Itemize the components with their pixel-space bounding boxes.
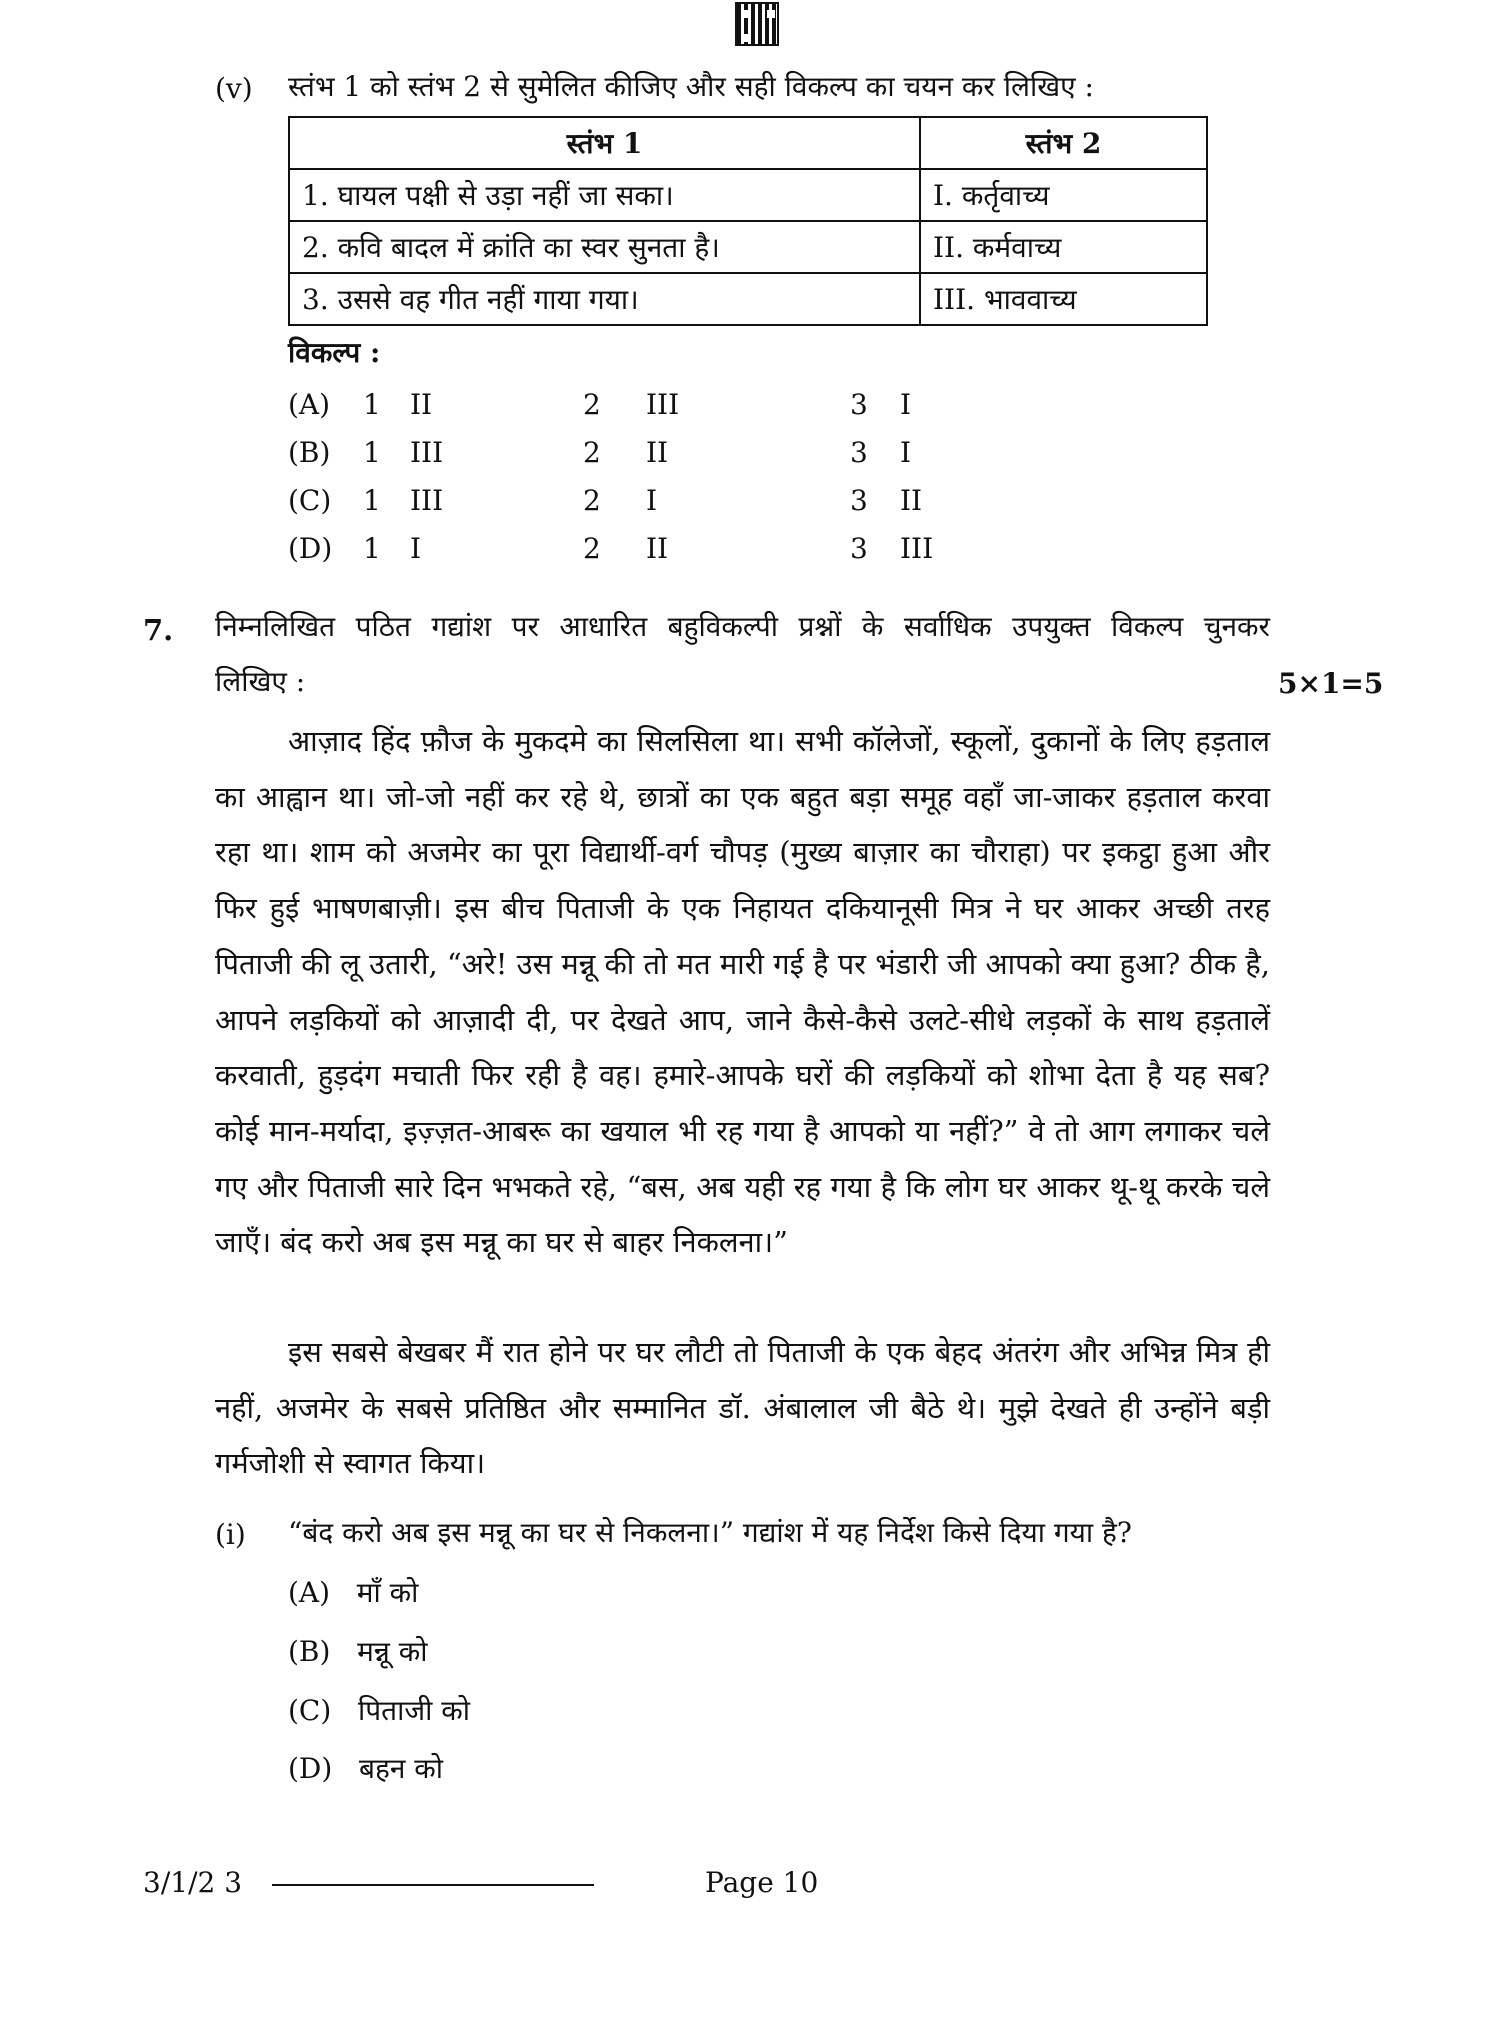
option-value: 1 <box>363 436 381 469</box>
question-instruction-line1: निम्नलिखित पठित गद्यांश पर आधारित बहुविकल्पी प्रश्नों के सर्वाधिक उपयुक्त विकल्प चुनकर <box>215 610 1270 643</box>
option-value: 3 <box>850 532 868 565</box>
option-letter: (D) <box>288 532 333 565</box>
table-row <box>289 273 1207 325</box>
table-row <box>289 169 1207 221</box>
option-value: 3 <box>850 436 868 469</box>
paper-code: 3/1/2 3 <box>143 1866 243 1899</box>
col1-header: स्तंभ 1 <box>289 117 920 169</box>
option-value: III <box>900 532 934 565</box>
option-value: I <box>646 484 658 517</box>
option-row-a[interactable] <box>288 388 988 428</box>
table-cell-left: 2. कवि बादल में क्रांति का स्वर सुनता है। <box>289 221 920 273</box>
option-row-b[interactable] <box>288 436 988 476</box>
option-value: I <box>410 532 422 565</box>
question-instruction: स्तंभ 1 को स्तंभ 2 से सुमेलित कीजिए और सही विकल्प का चयन कर लिखिए : <box>288 70 1094 103</box>
option-value: III <box>646 388 680 421</box>
option-text: बहन को <box>359 1752 444 1785</box>
option-letter: (A) <box>288 388 331 421</box>
option-value: I <box>900 388 912 421</box>
question-instruction-line2: लिखिए : <box>215 665 306 698</box>
option-value: 3 <box>850 388 868 421</box>
options-label: विकल्प : <box>288 336 381 369</box>
question-label-v: (v) <box>215 72 253 105</box>
option-letter: (B) <box>288 436 331 469</box>
answer-option-b[interactable] <box>288 1635 428 1669</box>
answer-option-d[interactable] <box>288 1752 443 1786</box>
table-row <box>289 221 1207 273</box>
option-value: I <box>900 436 912 469</box>
table-cell-right: I. कर्तृवाच्य <box>920 169 1207 221</box>
option-row-d[interactable] <box>288 532 988 572</box>
sub-question-label: (i) <box>215 1518 246 1551</box>
option-text: मन्नू को <box>357 1635 428 1668</box>
option-letter: (D) <box>288 1752 333 1785</box>
answer-option-c[interactable] <box>288 1694 470 1728</box>
option-text: माँ को <box>356 1576 419 1609</box>
page-number: Page 10 <box>705 1866 819 1899</box>
option-value: 2 <box>583 388 601 421</box>
option-value: III <box>410 484 444 517</box>
option-row-c[interactable] <box>288 484 988 524</box>
match-table <box>288 116 1208 326</box>
sub-question-text: “बंद करो अब इस मन्नू का घर से निकलना।” गद्यांश में यह निर्देश किसे दिया गया है? <box>288 1516 1132 1549</box>
option-letter: (A) <box>288 1576 331 1609</box>
table-cell-right: II. कर्मवाच्य <box>920 221 1207 273</box>
table-cell-right: III. भाववाच्य <box>920 273 1207 325</box>
option-value: 2 <box>583 436 601 469</box>
table-cell-left: 1. घायल पक्षी से उड़ा नहीं जा सका। <box>289 169 920 221</box>
option-letter: (C) <box>288 1694 332 1727</box>
table-cell-left: 3. उससे वह गीत नहीं गाया गया। <box>289 273 920 325</box>
option-value: 1 <box>363 484 381 517</box>
option-value: 2 <box>583 532 601 565</box>
option-letter: (C) <box>288 484 332 517</box>
option-value: II <box>646 436 669 469</box>
footer-divider <box>272 1884 594 1886</box>
option-letter: (B) <box>288 1635 331 1668</box>
option-value: II <box>900 484 923 517</box>
marks-label: 5×1=5 <box>1278 667 1384 700</box>
qr-code-icon <box>735 2 779 46</box>
table-header-row <box>289 117 1207 169</box>
option-text: पिताजी को <box>357 1694 471 1727</box>
option-value: 2 <box>583 484 601 517</box>
option-value: 3 <box>850 484 868 517</box>
option-value: II <box>410 388 433 421</box>
option-value: 1 <box>363 388 381 421</box>
answer-option-a[interactable] <box>288 1576 418 1610</box>
passage-paragraph-2: इस सबसे बेखबर मैं रात होने पर घर लौटी तो पिताजी के एक बेहद अंतरंग और अभिन्न मित्र ही नहीं, अजमेर के सबसे प्रतिष्ठित और सम्मानित डॉ. अंबालाल जी बैठे थे। मुझे देखते ही उन्होंने बड़ी गर्मजोशी से स्वागत किया। <box>215 1335 1270 1481</box>
passage-paragraph-1: आज़ाद हिंद फ़ौज के मुकदमे का सिलसिला था। सभी कॉलेजों, स्कूलों, दुकानों के लिए हड़ताल का आह्वान था। जो-जो नहीं कर रहे थे, छात्रों का एक बहुत बड़ा समूह वहाँ जा-जाकर हड़ताल करवा रहा था। शाम को अजमेर का पूरा विद्यार्थी-वर्ग चौपड़ (मुख्य बाज़ार का चौराहा) पर इकट्ठा हुआ और फिर हुई भाषणबाज़ी। इस बीच पिताजी के एक निहायत दकियानूसी मित्र ने घर आकर अच्छी तरह पिताजी की लू उतारी, “अरे! उस मन्नू की तो मत मारी गई है पर भंडारी जी आपको क्या हुआ? ठीक है, आपने लड़कियों को आज़ादी दी, पर देखते आप, जाने कैसे-कैसे उलटे-सीधे लड़कों के साथ हड़तालें करवाती, हुड़दंग मचाती फिर रही है वह। हमारे-आपके घरों की लड़कियों को शोभा देता है यह सब? कोई मान-मर्यादा, इज़्ज़त-आबरू का खयाल भी रह गया है आपको या नहीं?” वे तो आग लगाकर चले गए और पिताजी सारे दिन भभकते रहे, “बस, अब यही रह गया है कि लोग घर आकर थू-थू करके चले जाएँ। बंद करो अब इस मन्नू का घर से बाहर निकलना।” <box>215 724 1270 1260</box>
question-number: 7. <box>143 613 174 647</box>
col2-header: स्तंभ 2 <box>920 117 1207 169</box>
option-value: III <box>410 436 444 469</box>
option-value: 1 <box>363 532 381 565</box>
option-value: II <box>646 532 669 565</box>
